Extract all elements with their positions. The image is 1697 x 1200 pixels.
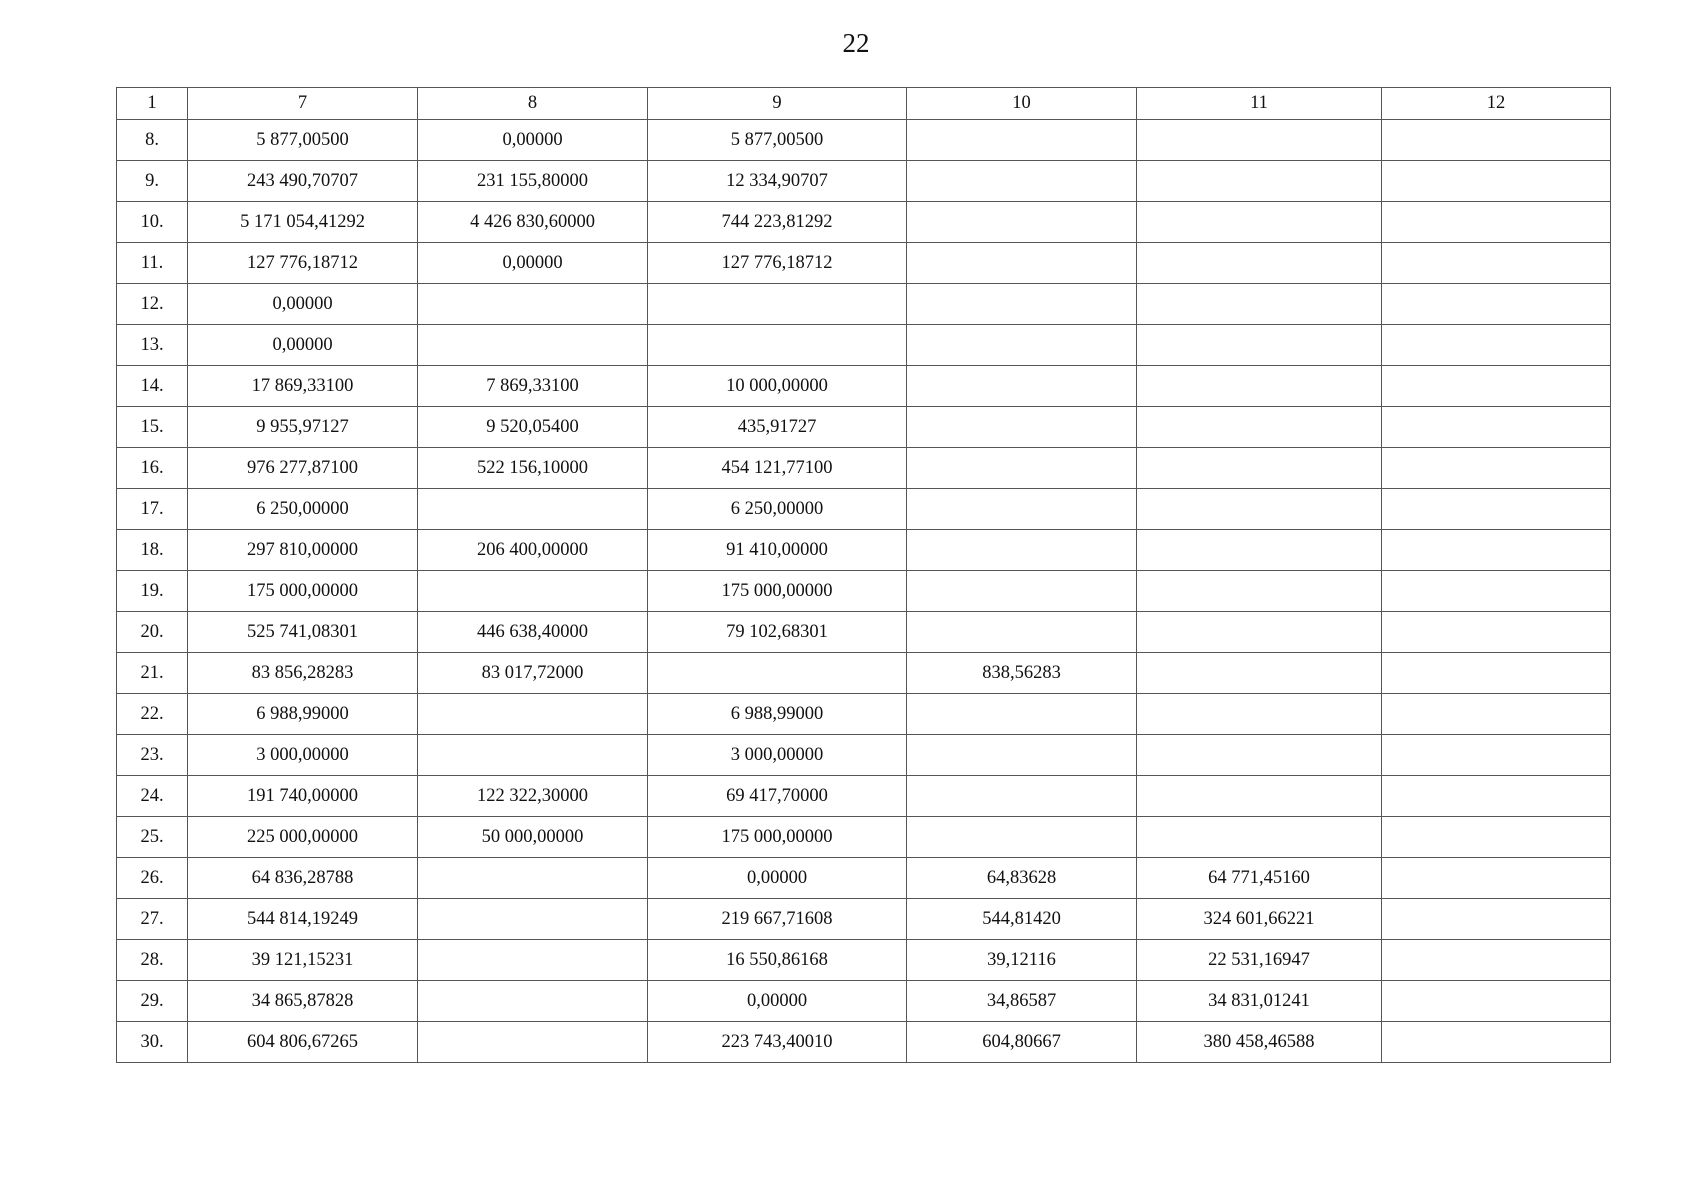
table-cell: 744 223,81292 bbox=[648, 202, 907, 243]
table-cell bbox=[1137, 202, 1382, 243]
table-cell bbox=[907, 161, 1137, 202]
row-number-cell: 21. bbox=[117, 653, 188, 694]
table-cell: 6 988,99000 bbox=[648, 694, 907, 735]
row-number-cell: 19. bbox=[117, 571, 188, 612]
table-row bbox=[117, 653, 1611, 694]
table-cell: 83 856,28283 bbox=[188, 653, 418, 694]
table-cell bbox=[418, 284, 648, 325]
table-cell: 83 017,72000 bbox=[418, 653, 648, 694]
table-cell bbox=[418, 694, 648, 735]
table-cell bbox=[1137, 161, 1382, 202]
table-cell bbox=[1382, 653, 1611, 694]
table-cell bbox=[418, 735, 648, 776]
table-cell bbox=[1137, 489, 1382, 530]
table-cell bbox=[1382, 489, 1611, 530]
row-number-cell: 10. bbox=[117, 202, 188, 243]
table-cell bbox=[648, 653, 907, 694]
table-cell: 522 156,10000 bbox=[418, 448, 648, 489]
table-cell: 976 277,87100 bbox=[188, 448, 418, 489]
table-cell bbox=[648, 284, 907, 325]
table-cell bbox=[907, 571, 1137, 612]
table-cell bbox=[907, 694, 1137, 735]
table-cell bbox=[1137, 243, 1382, 284]
table-row bbox=[117, 325, 1611, 366]
table-row bbox=[117, 407, 1611, 448]
row-number-cell: 29. bbox=[117, 981, 188, 1022]
row-number-cell: 8. bbox=[117, 120, 188, 161]
table-row bbox=[117, 366, 1611, 407]
table-cell: 39,12116 bbox=[907, 940, 1137, 981]
table-cell: 435,91727 bbox=[648, 407, 907, 448]
table-cell bbox=[1382, 571, 1611, 612]
table-cell bbox=[1382, 817, 1611, 858]
table-row bbox=[117, 858, 1611, 899]
table-cell: 91 410,00000 bbox=[648, 530, 907, 571]
table-cell bbox=[907, 202, 1137, 243]
table-cell bbox=[418, 1022, 648, 1063]
table-cell: 0,00000 bbox=[188, 325, 418, 366]
table-cell bbox=[1382, 325, 1611, 366]
table-cell bbox=[907, 530, 1137, 571]
table-row bbox=[117, 489, 1611, 530]
table-cell bbox=[1382, 202, 1611, 243]
table-cell: 34 831,01241 bbox=[1137, 981, 1382, 1022]
table-cell: 223 743,40010 bbox=[648, 1022, 907, 1063]
row-number-cell: 30. bbox=[117, 1022, 188, 1063]
table-cell bbox=[418, 899, 648, 940]
table-cell bbox=[907, 612, 1137, 653]
table-row bbox=[117, 202, 1611, 243]
table-cell bbox=[1382, 858, 1611, 899]
row-number-cell: 15. bbox=[117, 407, 188, 448]
table-cell: 17 869,33100 bbox=[188, 366, 418, 407]
table-cell: 127 776,18712 bbox=[188, 243, 418, 284]
row-number-cell: 24. bbox=[117, 776, 188, 817]
table-cell: 3 000,00000 bbox=[648, 735, 907, 776]
table-cell bbox=[1137, 571, 1382, 612]
table-cell: 191 740,00000 bbox=[188, 776, 418, 817]
table-cell: 9 955,97127 bbox=[188, 407, 418, 448]
table-cell bbox=[648, 325, 907, 366]
table-cell: 22 531,16947 bbox=[1137, 940, 1382, 981]
table-cell bbox=[1382, 366, 1611, 407]
table-cell bbox=[1137, 284, 1382, 325]
table-cell bbox=[418, 858, 648, 899]
row-number-cell: 11. bbox=[117, 243, 188, 284]
table-cell bbox=[907, 817, 1137, 858]
page-number: 22 bbox=[842, 28, 870, 58]
table-cell: 12 334,90707 bbox=[648, 161, 907, 202]
header-cell: 1 bbox=[117, 88, 188, 120]
table-cell: 64 836,28788 bbox=[188, 858, 418, 899]
table-cell bbox=[907, 489, 1137, 530]
table-cell bbox=[418, 981, 648, 1022]
row-number-cell: 27. bbox=[117, 899, 188, 940]
table-row bbox=[117, 694, 1611, 735]
table-cell bbox=[907, 407, 1137, 448]
table-cell: 6 250,00000 bbox=[188, 489, 418, 530]
table-cell: 0,00000 bbox=[648, 981, 907, 1022]
table-cell: 9 520,05400 bbox=[418, 407, 648, 448]
table-cell: 79 102,68301 bbox=[648, 612, 907, 653]
table-cell: 34,86587 bbox=[907, 981, 1137, 1022]
header-cell: 12 bbox=[1382, 88, 1611, 120]
table-cell bbox=[1382, 776, 1611, 817]
table-cell bbox=[1137, 817, 1382, 858]
table-cell bbox=[418, 489, 648, 530]
table-cell bbox=[907, 325, 1137, 366]
table-cell bbox=[1382, 243, 1611, 284]
table-row bbox=[117, 120, 1611, 161]
table-cell bbox=[1137, 612, 1382, 653]
row-number-cell: 23. bbox=[117, 735, 188, 776]
table-cell bbox=[907, 243, 1137, 284]
table-cell bbox=[1382, 284, 1611, 325]
table-cell bbox=[1382, 1022, 1611, 1063]
table-cell: 525 741,08301 bbox=[188, 612, 418, 653]
row-number-cell: 26. bbox=[117, 858, 188, 899]
table-row bbox=[117, 776, 1611, 817]
row-number-cell: 9. bbox=[117, 161, 188, 202]
table-cell bbox=[1137, 653, 1382, 694]
table-cell: 0,00000 bbox=[188, 284, 418, 325]
table-row bbox=[117, 612, 1611, 653]
table-cell: 175 000,00000 bbox=[648, 817, 907, 858]
table-row bbox=[117, 817, 1611, 858]
table-cell: 544 814,19249 bbox=[188, 899, 418, 940]
table-cell: 16 550,86168 bbox=[648, 940, 907, 981]
table-cell: 297 810,00000 bbox=[188, 530, 418, 571]
row-number-cell: 13. bbox=[117, 325, 188, 366]
table-cell: 122 322,30000 bbox=[418, 776, 648, 817]
table-cell: 225 000,00000 bbox=[188, 817, 418, 858]
table-cell bbox=[1382, 120, 1611, 161]
table-cell: 50 000,00000 bbox=[418, 817, 648, 858]
table-row bbox=[117, 530, 1611, 571]
row-number-cell: 25. bbox=[117, 817, 188, 858]
table-cell: 206 400,00000 bbox=[418, 530, 648, 571]
table-cell bbox=[1382, 612, 1611, 653]
table-cell: 7 869,33100 bbox=[418, 366, 648, 407]
table-cell bbox=[1137, 776, 1382, 817]
table-cell bbox=[1137, 448, 1382, 489]
table-cell: 5 171 054,41292 bbox=[188, 202, 418, 243]
table-cell bbox=[907, 776, 1137, 817]
table-cell bbox=[1382, 981, 1611, 1022]
row-number-cell: 14. bbox=[117, 366, 188, 407]
table-row bbox=[117, 284, 1611, 325]
table-cell bbox=[1382, 694, 1611, 735]
table-cell bbox=[1382, 530, 1611, 571]
table-cell: 243 490,70707 bbox=[188, 161, 418, 202]
table-cell: 380 458,46588 bbox=[1137, 1022, 1382, 1063]
table-header-row bbox=[117, 88, 1611, 120]
table-cell: 0,00000 bbox=[418, 243, 648, 284]
table-cell: 324 601,66221 bbox=[1137, 899, 1382, 940]
row-number-cell: 22. bbox=[117, 694, 188, 735]
row-number-cell: 16. bbox=[117, 448, 188, 489]
row-number-cell: 18. bbox=[117, 530, 188, 571]
table-cell: 219 667,71608 bbox=[648, 899, 907, 940]
table-cell: 64 771,45160 bbox=[1137, 858, 1382, 899]
table-cell: 175 000,00000 bbox=[188, 571, 418, 612]
table-cell bbox=[1137, 694, 1382, 735]
table-row bbox=[117, 571, 1611, 612]
table-cell: 6 988,99000 bbox=[188, 694, 418, 735]
table-cell: 175 000,00000 bbox=[648, 571, 907, 612]
table-row bbox=[117, 161, 1611, 202]
header-cell: 10 bbox=[907, 88, 1137, 120]
table-cell bbox=[1382, 448, 1611, 489]
table-cell: 69 417,70000 bbox=[648, 776, 907, 817]
header-cell: 7 bbox=[188, 88, 418, 120]
table-cell bbox=[1382, 735, 1611, 776]
header-cell: 8 bbox=[418, 88, 648, 120]
table-cell bbox=[1382, 407, 1611, 448]
table-cell bbox=[1137, 366, 1382, 407]
table-cell: 10 000,00000 bbox=[648, 366, 907, 407]
table-cell bbox=[907, 448, 1137, 489]
table-cell bbox=[1382, 899, 1611, 940]
table-cell bbox=[418, 325, 648, 366]
table-cell bbox=[907, 284, 1137, 325]
table-cell: 0,00000 bbox=[418, 120, 648, 161]
table-row bbox=[117, 1022, 1611, 1063]
table-cell: 127 776,18712 bbox=[648, 243, 907, 284]
table-cell: 5 877,00500 bbox=[188, 120, 418, 161]
table-cell: 454 121,77100 bbox=[648, 448, 907, 489]
table-cell: 4 426 830,60000 bbox=[418, 202, 648, 243]
table-row bbox=[117, 735, 1611, 776]
table-cell: 34 865,87828 bbox=[188, 981, 418, 1022]
table-cell: 446 638,40000 bbox=[418, 612, 648, 653]
table-cell: 0,00000 bbox=[648, 858, 907, 899]
table-cell bbox=[907, 120, 1137, 161]
row-number-cell: 28. bbox=[117, 940, 188, 981]
table-cell bbox=[1382, 940, 1611, 981]
header-cell: 9 bbox=[648, 88, 907, 120]
table-cell bbox=[1382, 161, 1611, 202]
table-row bbox=[117, 940, 1611, 981]
row-number-cell: 20. bbox=[117, 612, 188, 653]
row-number-cell: 17. bbox=[117, 489, 188, 530]
table-cell bbox=[1137, 735, 1382, 776]
table-cell bbox=[907, 366, 1137, 407]
table-cell: 3 000,00000 bbox=[188, 735, 418, 776]
table-cell: 39 121,15231 bbox=[188, 940, 418, 981]
table-cell: 838,56283 bbox=[907, 653, 1137, 694]
table-row bbox=[117, 981, 1611, 1022]
table-cell bbox=[1137, 530, 1382, 571]
table-cell bbox=[907, 735, 1137, 776]
table-cell: 604,80667 bbox=[907, 1022, 1137, 1063]
table-row bbox=[117, 243, 1611, 284]
table-cell: 5 877,00500 bbox=[648, 120, 907, 161]
table-cell: 64,83628 bbox=[907, 858, 1137, 899]
row-number-cell: 12. bbox=[117, 284, 188, 325]
data-table bbox=[116, 87, 1611, 1063]
table-row bbox=[117, 899, 1611, 940]
table-cell: 544,81420 bbox=[907, 899, 1137, 940]
table-cell: 6 250,00000 bbox=[648, 489, 907, 530]
header-cell: 11 bbox=[1137, 88, 1382, 120]
table-row bbox=[117, 448, 1611, 489]
table-cell bbox=[1137, 325, 1382, 366]
table-cell: 231 155,80000 bbox=[418, 161, 648, 202]
table-cell bbox=[1137, 407, 1382, 448]
table-cell bbox=[1137, 120, 1382, 161]
table-cell bbox=[418, 571, 648, 612]
table-cell bbox=[418, 940, 648, 981]
table-cell: 604 806,67265 bbox=[188, 1022, 418, 1063]
